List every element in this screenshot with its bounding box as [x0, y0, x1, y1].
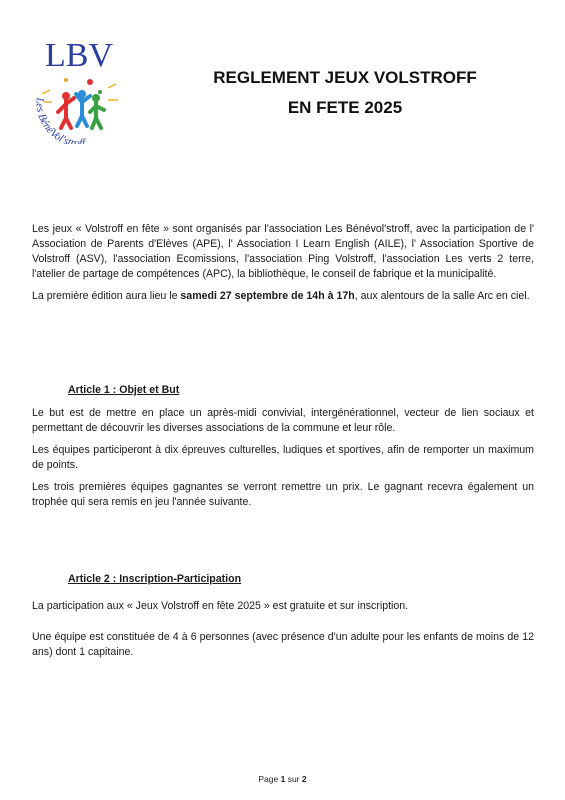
article-1-paragraph-1: Le but est de mettre en place un après-midi convivial, intergénérationnel, vecteur de lien sociaux et permettant de découvrir les diverses associations de la commune et leur rôle. — [32, 407, 534, 434]
association-logo — [30, 32, 128, 144]
logo-letters: LBV — [45, 37, 113, 74]
current-page-number: 1 — [280, 774, 286, 784]
document-body — [32, 222, 534, 660]
article-2-heading: Article 2 : Inscription-Participation — [68, 573, 242, 585]
event-date: samedi 27 septembre de 14h à 17h — [180, 290, 355, 302]
article-1-heading: Article 1 : Objet et But — [68, 384, 180, 396]
article-1-paragraph-2: Les équipes participeront à dix épreuves culturelles, ludiques et sportives, afin de remporter un maximum de points. — [32, 444, 534, 471]
intro-paragraph: Les jeux « Volstroff en fête » sont organisés par l'association Les Bénévol'stroff, avec la participation de l' Association de Parents d'Elèves (APE), l' Association I Learn English (AILE), l' Association Sportive de Volstroff (ASV), l'association Ecomissions, l'association Ping Volstroff, l'association Les verts 2 terre, l'atelier de partage de compétences (APC), la bibliothèque, le conseil de fabrique et la municipalité. — [32, 223, 534, 280]
document-title-line-2: EN FETE 2025 — [287, 98, 403, 117]
intro-date-paragraph: La première édition aura lieu le samedi 27 septembre de 14h à 17h, aux alentours de la salle Arc en ciel. — [32, 290, 530, 302]
page-footer: Page 1 sur 2 — [258, 774, 307, 784]
logo-arc-text: Les BénéVol'stroff — [33, 97, 86, 144]
document-title-line-1: REGLEMENT JEUX VOLSTROFF — [213, 68, 477, 87]
article-1-paragraph-3: Les trois premières équipes gagnantes se verront remettre un prix. Le gagnant recevra également un trophée qui sera remis en jeu l'année suivante. — [32, 481, 534, 508]
total-page-number: 2 — [301, 774, 307, 784]
article-2-paragraph-2: Une équipe est constituée de 4 à 6 personnes (avec présence d'un adulte pour les enfants de moins de 12 ans) dont 1 capitaine. — [32, 631, 534, 658]
article-2-paragraph-1: La participation aux « Jeux Volstroff en fête 2025 » est gratuite et sur inscription. — [32, 600, 409, 612]
